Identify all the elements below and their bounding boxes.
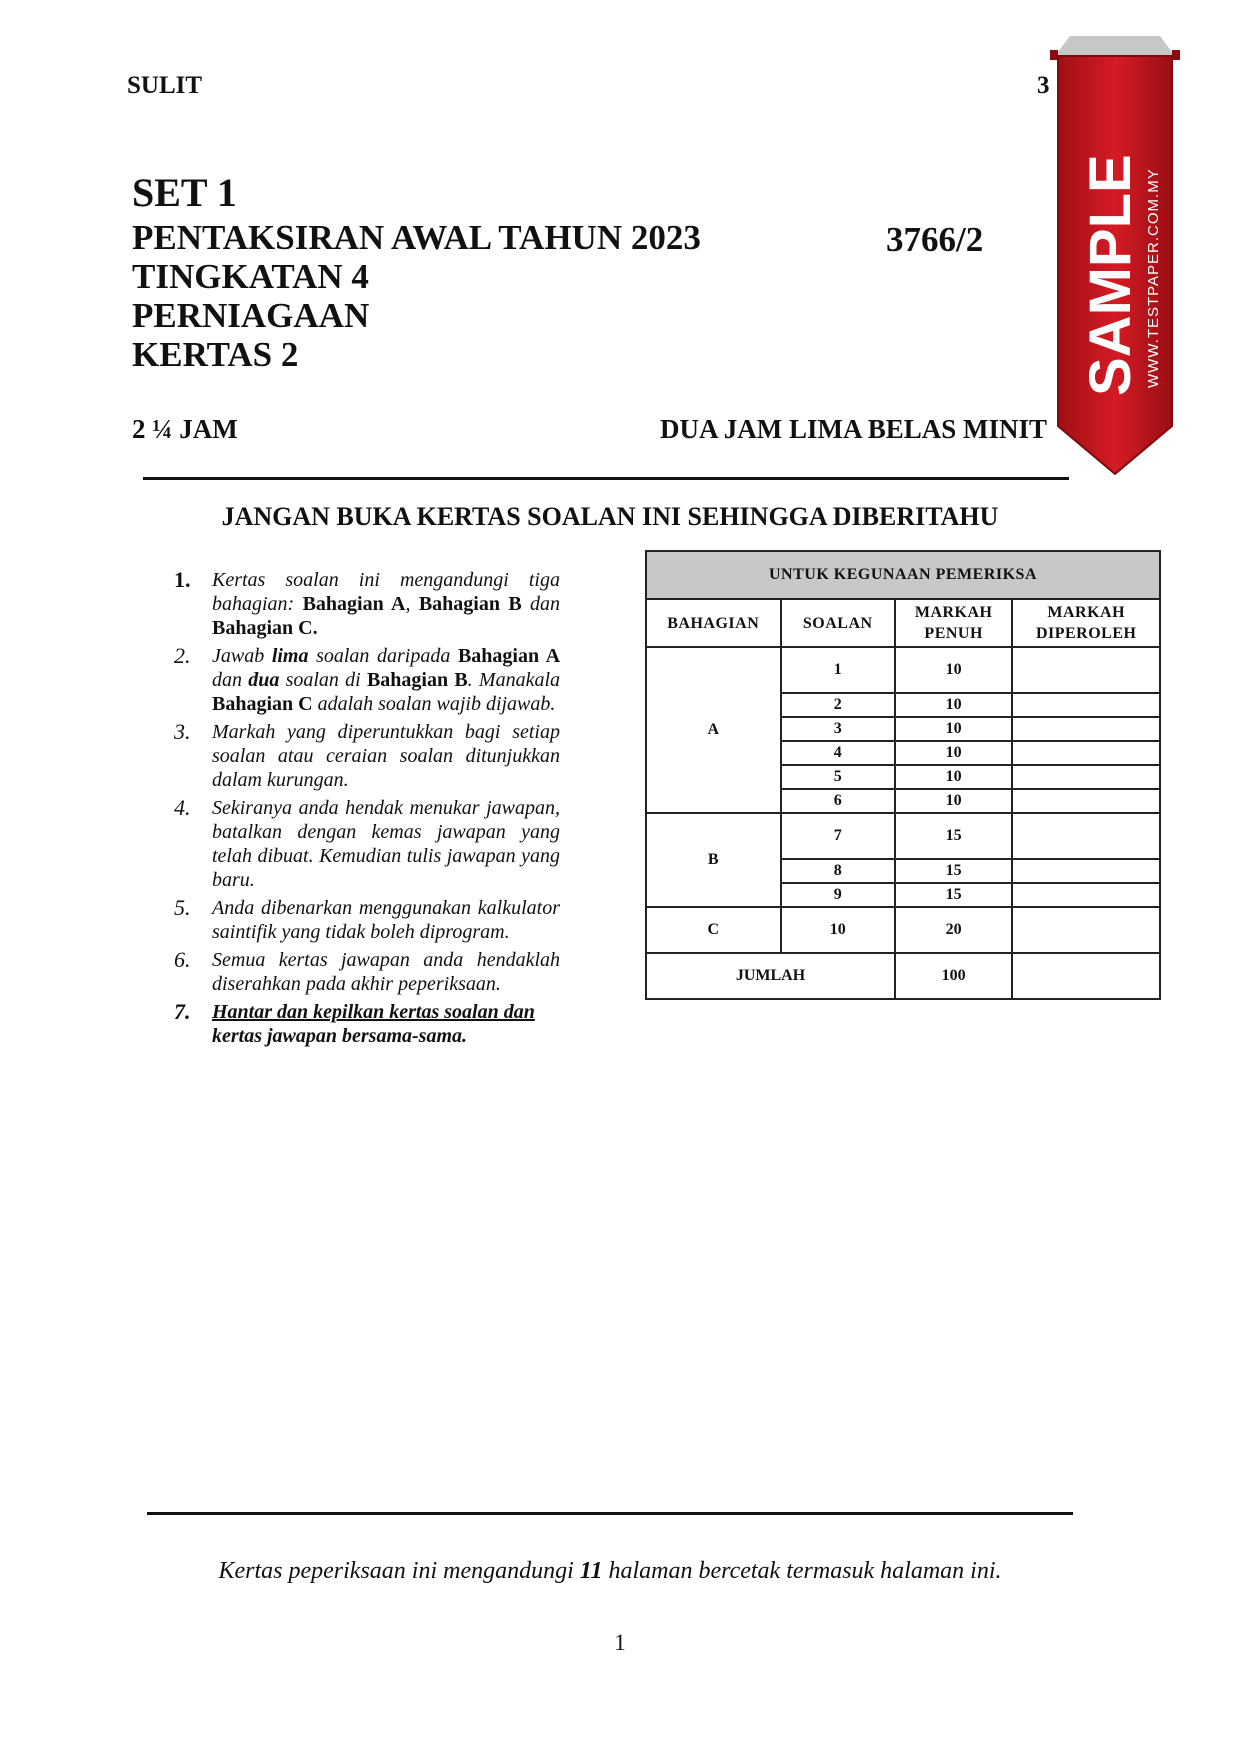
total-row [646,953,1160,999]
table-row: 3 10 [646,717,1160,741]
examiner-table [645,550,1161,1000]
instruction-item: 3. Markah yang diperuntukkan bagi setiap soalan atau ceraian soalan ditunjukkan dalam kurungan. [174,719,560,791]
instruction-list [170,568,560,1052]
instruction-item: 4. Sekiranya anda hendak menukar jawapan, batalkan dengan kemas jawapan yang telah dibuat. Kemudian tulis jawapan yang baru. [174,795,560,891]
section-c-cell: C [646,907,781,953]
divider-top [143,477,1069,480]
ribbon-site: WWW.TESTPAPER.COM.MY [1145,168,1162,388]
table-row: C 10 20 [646,907,1160,953]
paper-code: 3766/2 [886,220,984,259]
score-entry-cell[interactable] [1012,907,1160,953]
score-entry-cell[interactable] [1012,647,1160,693]
instruction-item: 5. Anda dibenarkan menggunakan kalkulator saintifik yang tidak boleh diprogram. [174,895,560,943]
col-header-bahagian: BAHAGIAN [646,599,781,647]
set-title: SET 1 [132,170,237,215]
table-heading: UNTUK KEGUNAAN PEMERIKSA [646,551,1160,599]
table-row: A 1 10 [646,647,1160,693]
sample-ribbon-icon [1050,26,1180,481]
instruction-item: 2. Jawab lima soalan daripada Bahagian A dan dua soalan di Bahagian B. Manakala Bahagian C adalah soalan wajib dijawab. [174,643,561,715]
score-entry-cell[interactable] [1012,883,1160,907]
score-entry-cell[interactable] [1012,789,1160,813]
instruction-item: 7. Hantar dan kepilkan kertas soalan dan kertas jawapan bersama-sama. [174,999,535,1047]
score-entry-cell[interactable] [1012,717,1160,741]
exam-title: PENTAKSIRAN AWAL TAHUN 2023 [132,218,701,257]
score-entry-cell[interactable] [1012,693,1160,717]
table-row: 6 10 [646,789,1160,813]
section-b-cell: B [646,813,781,907]
table-row: 2 10 [646,693,1160,717]
table-row: 8 15 [646,859,1160,883]
footer-note: Kertas peperiksaan ini mengandungi 11 halaman bercetak termasuk halaman ini. [218,1558,1002,1584]
section-a-cell: A [646,647,781,813]
table-row: B 7 15 [646,813,1160,859]
table-row: 5 10 [646,765,1160,789]
paper-title: KERTAS 2 [132,335,299,374]
instruction-item: 1. Kertas soalan ini mengandungi tiga bahagian: Bahagian A, Bahagian B dan Bahagian C. [174,567,561,639]
corner-number: 3 [1037,72,1050,99]
score-entry-cell[interactable] [1012,813,1160,859]
total-label: JUMLAH [646,953,895,999]
col-header-markah-diperoleh: MARKAH DIPEROLEH [1012,599,1160,647]
score-entry-cell[interactable] [1012,859,1160,883]
score-entry-cell[interactable] [1012,953,1160,999]
col-header-markah-penuh: MARKAH PENUH [895,599,1012,647]
score-entry-cell[interactable] [1012,765,1160,789]
subject-title: PERNIAGAAN [132,296,370,335]
score-entry-cell[interactable] [1012,741,1160,765]
divider-bottom [147,1512,1073,1515]
col-header-soalan: SOALAN [781,599,895,647]
page-number: 1 [614,1630,626,1655]
classification-label: SULIT [127,72,203,99]
instruction-item: 6. Semua kertas jawapan anda hendaklah diserahkan pada akhir peperiksaan. [174,947,560,995]
total-value: 100 [895,953,1012,999]
table-row: 9 15 [646,883,1160,907]
form-title: TINGKATAN 4 [132,257,369,296]
duration-long: DUA JAM LIMA BELAS MINIT [660,414,1048,444]
duration-short: 2 ¼ JAM [132,414,238,444]
warning-text: JANGAN BUKA KERTAS SOALAN INI SEHINGGA DIBERITAHU [221,502,999,531]
title-block [132,170,701,374]
ribbon-label: SAMPLE [1078,154,1143,396]
table-row: 4 10 [646,741,1160,765]
